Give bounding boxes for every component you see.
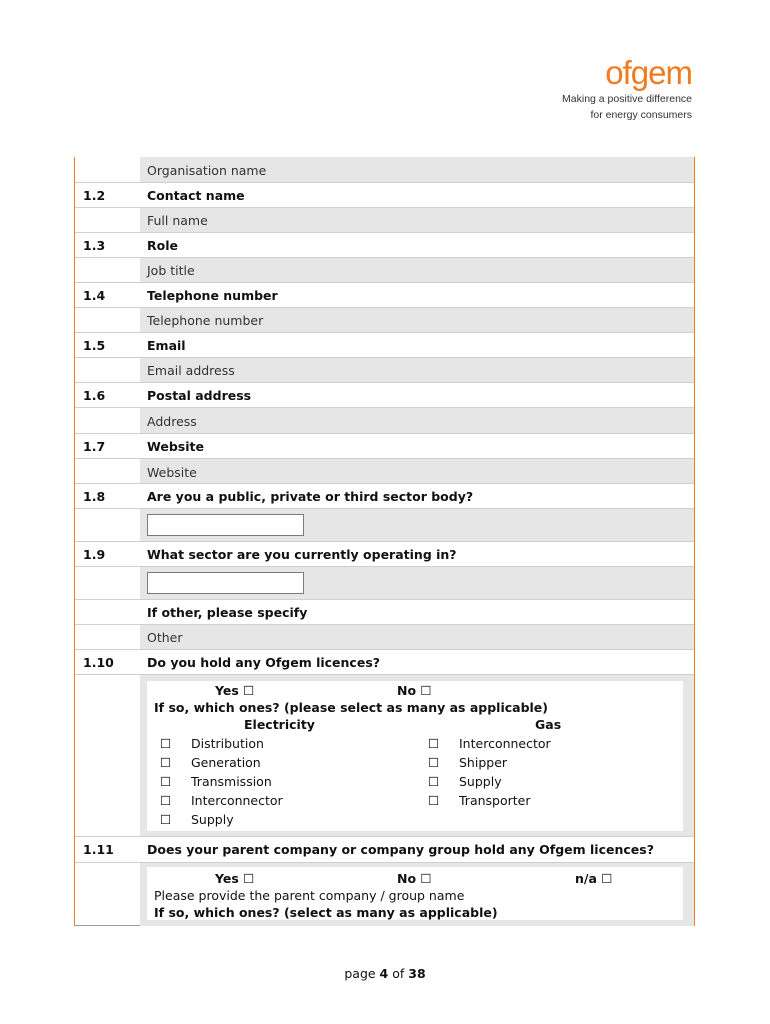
logo-tagline-line2: for energy consumers: [590, 108, 692, 121]
address-field[interactable]: Address: [147, 414, 197, 429]
question-label: Does your parent company or company group hold any Ofgem licences?: [147, 842, 654, 857]
parent-company-name-label: Please provide the parent company / group name: [154, 888, 465, 903]
answer-row-1-4: [75, 308, 694, 333]
licence-options-panel: [147, 681, 683, 831]
job-title-field[interactable]: Job title: [147, 263, 195, 278]
other-specify-label: If other, please specify: [147, 605, 308, 620]
question-label: Postal address: [147, 388, 252, 403]
logo-tagline-line1: Making a positive difference: [562, 93, 692, 105]
gas-supply-label: Supply: [459, 774, 502, 789]
question-row-1-11: [75, 837, 694, 863]
elec-interconnector-label: Interconnector: [191, 793, 283, 808]
parent-na-checkbox[interactable]: n/a ☐: [575, 871, 613, 886]
answer-row-1-7: [75, 459, 694, 484]
question-number: 1.9: [83, 547, 106, 562]
answer-row-1-11: [75, 863, 694, 926]
question-number: 1.8: [83, 489, 106, 504]
question-number: 1.3: [83, 238, 106, 253]
electricity-heading: Electricity: [244, 717, 315, 732]
question-number: 1.2: [83, 188, 106, 203]
email-field[interactable]: Email address: [147, 363, 235, 378]
elec-interconnector-checkbox[interactable]: ☐: [160, 793, 172, 808]
question-label: What sector are you currently operating in?: [147, 547, 457, 562]
question-row-1-3: [75, 233, 694, 258]
question-label: Do you hold any Ofgem licences?: [147, 655, 381, 670]
organisation-name-field[interactable]: Organisation name: [147, 163, 267, 178]
question-row-1-6: [75, 383, 694, 408]
logo-wordmark: ofgem: [605, 54, 692, 91]
answer-row-1-6: [75, 408, 694, 434]
other-answer-row: [75, 625, 694, 650]
shipper-label: Shipper: [459, 755, 508, 770]
transmission-label: Transmission: [191, 774, 272, 789]
answer-row-1-3: [75, 258, 694, 283]
licence-yes-checkbox[interactable]: Yes ☐: [215, 683, 255, 698]
question-number: 1.6: [83, 388, 106, 403]
total-pages: 38: [408, 966, 426, 981]
licence-which-label: If so, which ones? (please select as many as applicable): [154, 700, 548, 715]
shipper-checkbox[interactable]: ☐: [428, 755, 440, 770]
elec-supply-label: Supply: [191, 812, 234, 827]
gas-interconnector-checkbox[interactable]: ☐: [428, 736, 440, 751]
question-label: Email: [147, 338, 186, 353]
generation-checkbox[interactable]: ☐: [160, 755, 172, 770]
page-of: of: [388, 966, 409, 981]
question-number: 1.10: [83, 655, 114, 670]
question-number: 1.11: [83, 842, 114, 857]
sector-body-dropdown[interactable]: [147, 514, 304, 536]
other-specify-row: [75, 600, 694, 625]
question-row-1-4: [75, 283, 694, 308]
question-number: 1.5: [83, 338, 106, 353]
parent-no-checkbox[interactable]: No ☐: [397, 871, 432, 886]
question-label: Role: [147, 238, 178, 253]
question-row-1-7: [75, 434, 694, 459]
page-prefix: page: [344, 966, 380, 981]
question-row-1-5: [75, 333, 694, 358]
current-page: 4: [379, 966, 389, 981]
answer-row-1-9: [75, 567, 694, 600]
parent-which-label: If so, which ones? (select as many as applicable): [154, 905, 498, 920]
answer-row-1-2: [75, 208, 694, 233]
gas-interconnector-label: Interconnector: [459, 736, 551, 751]
licence-no-checkbox[interactable]: No ☐: [397, 683, 432, 698]
question-row-1-2: [75, 183, 694, 208]
transmission-checkbox[interactable]: ☐: [160, 774, 172, 789]
distribution-label: Distribution: [191, 736, 264, 751]
answer-row-1-8: [75, 509, 694, 542]
full-name-field[interactable]: Full name: [147, 213, 208, 228]
ofgem-logo: [562, 56, 692, 121]
distribution-checkbox[interactable]: ☐: [160, 736, 172, 751]
page-footer: [0, 966, 770, 981]
question-label: Are you a public, private or third sector body?: [147, 489, 474, 504]
question-label: Contact name: [147, 188, 245, 203]
answer-row-1-5: [75, 358, 694, 383]
question-label: Telephone number: [147, 288, 278, 303]
elec-supply-checkbox[interactable]: ☐: [160, 812, 172, 827]
question-row-1-8: [75, 484, 694, 509]
website-field[interactable]: Website: [147, 465, 197, 480]
question-number: 1.4: [83, 288, 106, 303]
operating-sector-dropdown[interactable]: [147, 572, 304, 594]
telephone-field[interactable]: Telephone number: [147, 313, 264, 328]
other-field[interactable]: Other: [147, 630, 183, 645]
generation-label: Generation: [191, 755, 261, 770]
transporter-label: Transporter: [459, 793, 531, 808]
question-row-1-9: [75, 542, 694, 567]
question-number: 1.7: [83, 439, 106, 454]
question-row-1-10: [75, 650, 694, 675]
gas-supply-checkbox[interactable]: ☐: [428, 774, 440, 789]
organisation-name-row: [75, 157, 694, 183]
consultation-form: [74, 157, 695, 926]
transporter-checkbox[interactable]: ☐: [428, 793, 440, 808]
parent-licence-panel: [147, 867, 683, 920]
gas-heading: Gas: [535, 717, 562, 732]
parent-yes-checkbox[interactable]: Yes ☐: [215, 871, 255, 886]
answer-row-1-10: [75, 675, 694, 837]
question-label: Website: [147, 439, 204, 454]
